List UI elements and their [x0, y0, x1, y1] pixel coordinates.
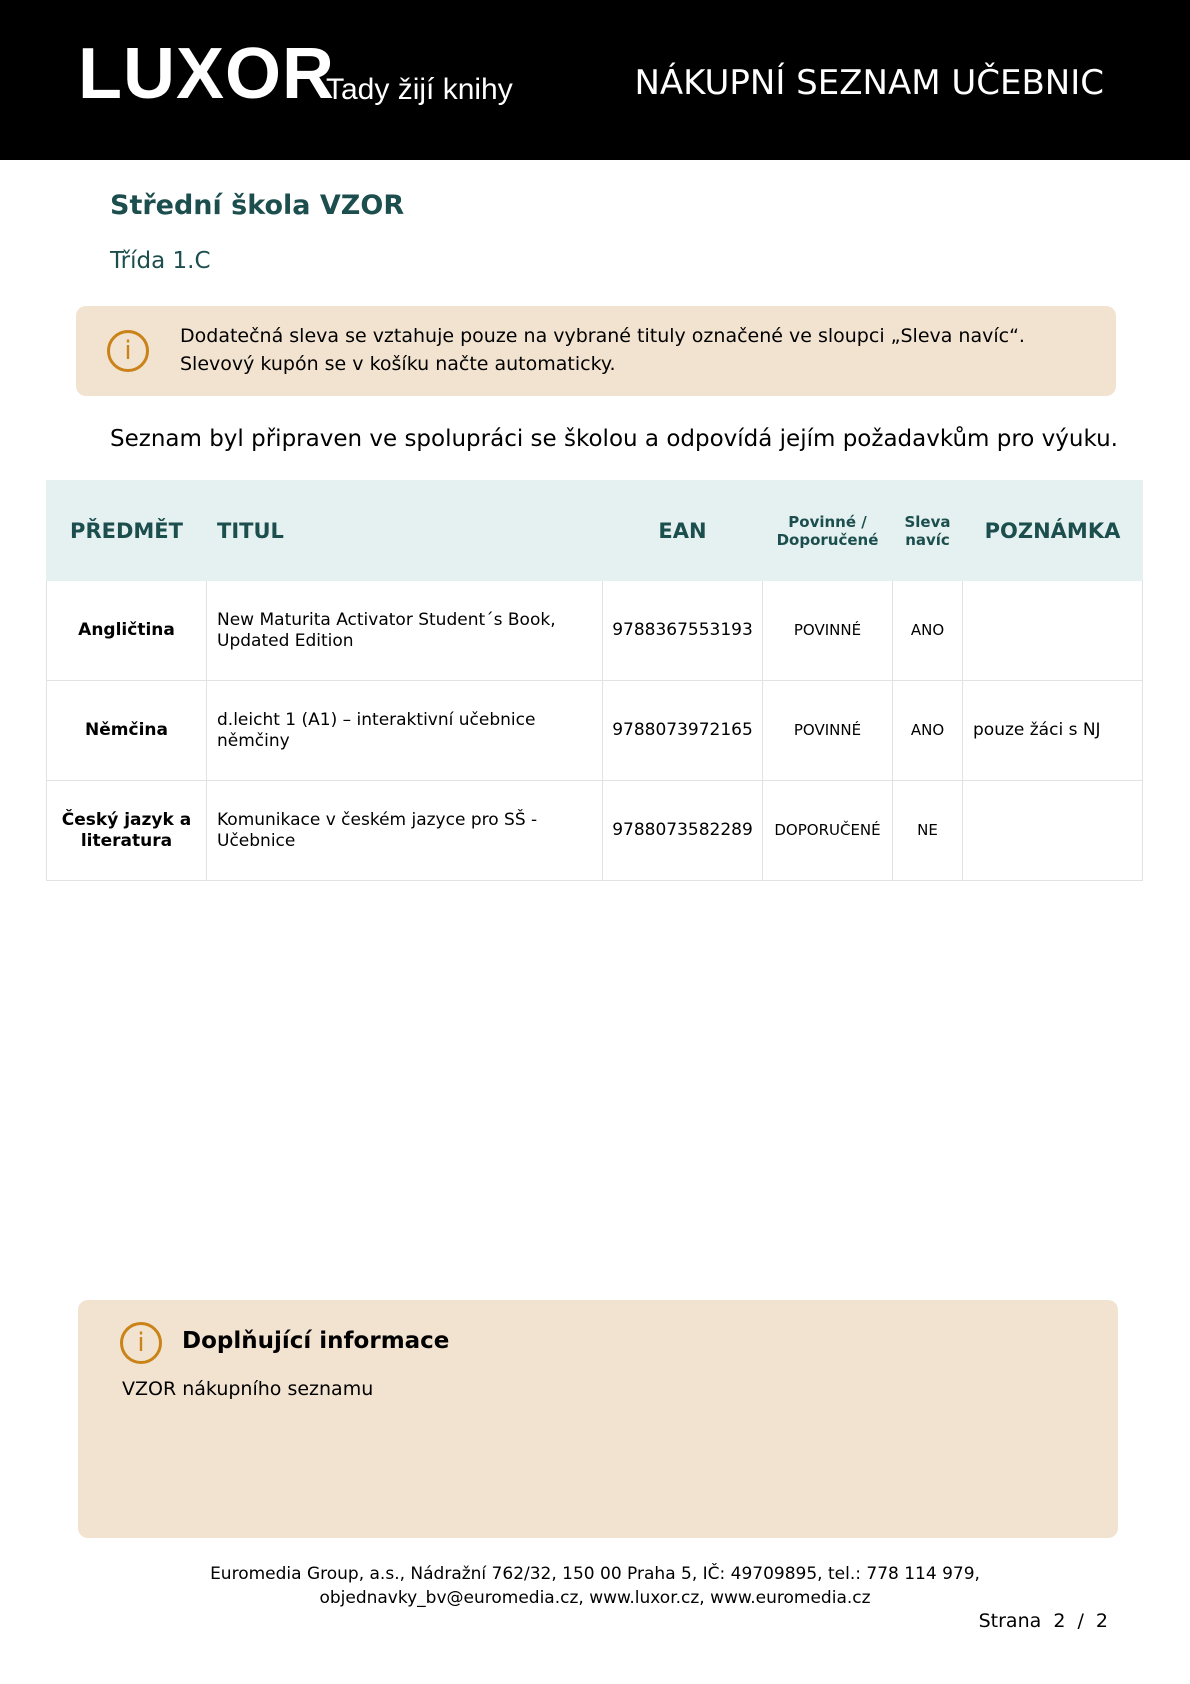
- additional-info-box: [78, 1300, 1118, 1538]
- additional-info-title: Doplňující informace: [182, 1328, 450, 1354]
- table-row: [47, 781, 1143, 881]
- header-required-line2: Doporučené: [776, 530, 879, 549]
- row-ean: 9788073582289: [603, 781, 763, 881]
- notice-text: Dodatečná sleva se vztahuje pouze na vybrané tituly označené ve sloupci „Sleva navíc“. Slevový kupón se v košíku načte automaticky.: [180, 325, 1025, 375]
- table-row: [47, 681, 1143, 781]
- header-ean: EAN: [603, 481, 763, 581]
- header-discount: [893, 481, 963, 581]
- row-title: New Maturita Activator Student´s Book, Updated Edition: [207, 581, 603, 681]
- intro-text: Seznam byl připraven ve spolupráci se školou a odpovídá jejím požadavkům pro výuku.: [110, 426, 1118, 452]
- info-icon: i: [107, 330, 149, 372]
- row-ean: 9788367553193: [603, 581, 763, 681]
- school-name: Střední škola VZOR: [110, 190, 405, 221]
- luxor-logo[interactable]: LUXOR: [78, 34, 335, 114]
- row-note: pouze žáci s NJ: [963, 681, 1143, 781]
- company-footer: [0, 1562, 1190, 1610]
- row-subject: Angličtina: [47, 581, 207, 681]
- header-discount-line1: Sleva: [904, 512, 951, 531]
- row-discount: ANO: [893, 581, 963, 681]
- row-title: Komunikace v českém jazyce pro SŠ - Učebnice: [207, 781, 603, 881]
- row-ean: 9788073972165: [603, 681, 763, 781]
- textbook-table: [46, 480, 1143, 881]
- row-note: [963, 781, 1143, 881]
- additional-info-text: VZOR nákupního seznamu: [122, 1378, 374, 1400]
- page-header: [0, 0, 1190, 160]
- table-row: [47, 581, 1143, 681]
- logo-tagline: Tady žijí knihy: [326, 73, 513, 106]
- header-subject: PŘEDMĚT: [47, 481, 207, 581]
- row-title: d.leicht 1 (A1) – interaktivní učebnice němčiny: [207, 681, 603, 781]
- row-required: DOPORUČENÉ: [763, 781, 893, 881]
- row-required: POVINNÉ: [763, 581, 893, 681]
- header-note: POZNÁMKA: [963, 481, 1143, 581]
- row-discount: ANO: [893, 681, 963, 781]
- row-discount: NE: [893, 781, 963, 881]
- info-icon: i: [120, 1322, 162, 1364]
- page-current: 2: [1053, 1610, 1066, 1632]
- footer-contacts: objednavky_bv@euromedia.cz, www.luxor.cz, www.euromedia.cz: [319, 1588, 871, 1608]
- header-required: [763, 481, 893, 581]
- page-separator: /: [1077, 1610, 1084, 1632]
- discount-notice: [76, 306, 1116, 396]
- page-total: 2: [1095, 1610, 1108, 1632]
- class-name: Třída 1.C: [110, 248, 211, 274]
- document-title: NÁKUPNÍ SEZNAM UČEBNIC: [634, 63, 1104, 103]
- row-required: POVINNÉ: [763, 681, 893, 781]
- page-label: Strana: [978, 1610, 1042, 1632]
- header-title: TITUL: [207, 481, 603, 581]
- footer-address: Euromedia Group, a.s., Nádražní 762/32, 150 00 Praha 5, IČ: 49709895, tel.: 778 114 979,: [210, 1564, 980, 1584]
- header-required-line1: Povinné /: [788, 512, 867, 531]
- row-subject: Český jazyk a literatura: [47, 781, 207, 881]
- row-note: [963, 581, 1143, 681]
- table-header-row: [47, 481, 1143, 581]
- header-discount-line2: navíc: [905, 530, 950, 549]
- page-number: [979, 1610, 1108, 1632]
- row-subject: Němčina: [47, 681, 207, 781]
